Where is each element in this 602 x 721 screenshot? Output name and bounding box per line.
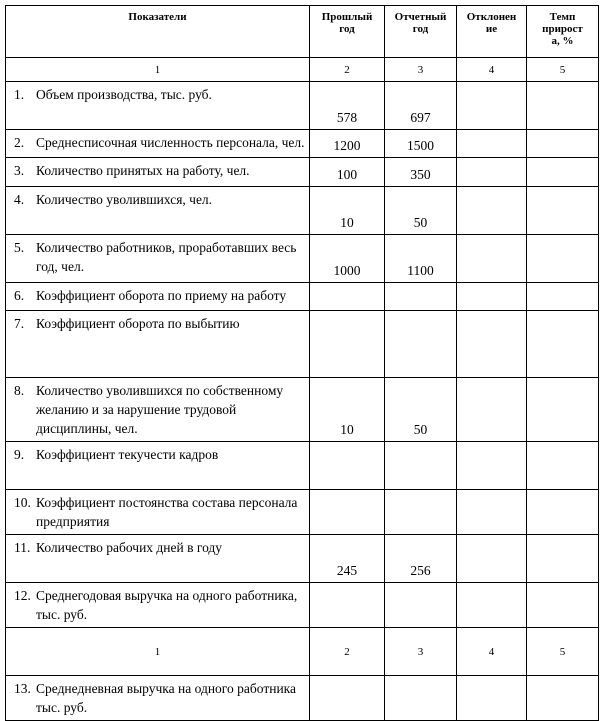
deviation-value (457, 490, 527, 535)
growth-rate-value (527, 82, 599, 130)
table-row (6, 583, 599, 628)
indicator-label: Количество рабочих дней в году (36, 540, 223, 555)
row-number: 1. (14, 87, 25, 102)
column-number: 3 (385, 628, 457, 676)
deviation-value (457, 311, 527, 378)
indicator-label: Количество работников, проработавших весь год, чел. (36, 240, 297, 274)
previous-year-value: 1000 (310, 235, 385, 283)
current-year-value: 350 (385, 158, 457, 187)
indicator-label: Коэффициент текучести кадров (36, 447, 219, 462)
growth-rate-value (527, 130, 599, 158)
header-deviation (457, 6, 527, 58)
column-number: 2 (310, 58, 385, 82)
previous-year-value (310, 311, 385, 378)
header-line: а, % (551, 35, 574, 47)
header-line: год (339, 23, 355, 35)
current-year-value (385, 311, 457, 378)
previous-year-value: 10 (310, 187, 385, 235)
previous-year-value (310, 583, 385, 628)
current-year-value (385, 490, 457, 535)
header-growth-rate (527, 6, 599, 58)
row-number: 2. (14, 135, 25, 150)
previous-year-value: 578 (310, 82, 385, 130)
indicator-cell (6, 311, 310, 378)
previous-year-value (310, 283, 385, 311)
indicator-cell (6, 583, 310, 628)
indicator-label: Среднегодовая выручка на одного работника, тыс. руб. (36, 588, 298, 622)
previous-year-value (310, 490, 385, 535)
current-year-value: 256 (385, 535, 457, 583)
indicator-cell (6, 82, 310, 130)
indicator-label: Объем производства, тыс. руб. (36, 87, 212, 102)
current-year-value: 50 (385, 187, 457, 235)
table-row (6, 490, 599, 535)
column-number: 1 (6, 58, 310, 82)
indicator-cell (6, 676, 310, 721)
table-row (6, 442, 599, 490)
current-year-value (385, 442, 457, 490)
previous-year-value (310, 442, 385, 490)
header-row (6, 6, 599, 58)
growth-rate-value (527, 378, 599, 442)
deviation-value (457, 442, 527, 490)
header-line: Показатели (128, 11, 187, 23)
table-row (6, 187, 599, 235)
indicator-cell (6, 158, 310, 187)
current-year-value: 1500 (385, 130, 457, 158)
table-row (6, 82, 599, 130)
growth-rate-value (527, 311, 599, 378)
table-row (6, 130, 599, 158)
header-line: Отчетный (394, 11, 447, 23)
indicator-cell (6, 442, 310, 490)
row-number: 8. (14, 383, 25, 398)
growth-rate-value (527, 187, 599, 235)
indicator-cell (6, 235, 310, 283)
deviation-value (457, 130, 527, 158)
header-line: прирост (542, 23, 583, 35)
column-number-row (6, 628, 599, 676)
header-line: Темп (549, 11, 576, 23)
row-number: 11. (14, 540, 31, 555)
previous-year-value: 100 (310, 158, 385, 187)
indicators-table (5, 5, 599, 721)
previous-year-value: 10 (310, 378, 385, 442)
table-row (6, 158, 599, 187)
header-indicators (6, 6, 310, 58)
current-year-value (385, 676, 457, 721)
row-number: 7. (14, 316, 25, 331)
header-line: ие (485, 23, 498, 35)
indicator-cell (6, 490, 310, 535)
header-line: Отклонен (466, 11, 517, 23)
indicator-label: Количество уволившихся по собственному желанию и за нарушение трудовой дисциплины, чел. (36, 383, 284, 436)
table-row (6, 283, 599, 311)
indicator-cell (6, 535, 310, 583)
column-number: 2 (310, 628, 385, 676)
header-previous-year (310, 6, 385, 58)
current-year-value: 50 (385, 378, 457, 442)
deviation-value (457, 583, 527, 628)
growth-rate-value (527, 442, 599, 490)
table-row (6, 378, 599, 442)
row-number: 3. (14, 163, 25, 178)
previous-year-value: 245 (310, 535, 385, 583)
growth-rate-value (527, 583, 599, 628)
indicator-cell (6, 130, 310, 158)
deviation-value (457, 283, 527, 311)
column-number: 4 (457, 58, 527, 82)
current-year-value: 697 (385, 82, 457, 130)
growth-rate-value (527, 158, 599, 187)
column-number: 5 (527, 628, 599, 676)
deviation-value (457, 676, 527, 721)
header-line: год (412, 23, 429, 35)
indicator-cell (6, 187, 310, 235)
deviation-value (457, 158, 527, 187)
deviation-value (457, 187, 527, 235)
indicator-label: Коэффициент постоянства состава персонала предприятия (36, 495, 298, 529)
previous-year-value: 1200 (310, 130, 385, 158)
growth-rate-value (527, 535, 599, 583)
current-year-value (385, 583, 457, 628)
row-number: 4. (14, 192, 25, 207)
row-number: 12. (14, 588, 31, 603)
current-year-value (385, 283, 457, 311)
growth-rate-value (527, 283, 599, 311)
table-row (6, 676, 599, 721)
column-number: 1 (6, 628, 310, 676)
deviation-value (457, 378, 527, 442)
deviation-value (457, 82, 527, 130)
row-number: 10. (14, 495, 31, 510)
row-number: 13. (14, 681, 31, 696)
table-row (6, 235, 599, 283)
indicator-label: Количество принятых на работу, чел. (36, 163, 250, 178)
deviation-value (457, 235, 527, 283)
indicator-label: Коэффициент оборота по приему на работу (36, 288, 287, 303)
row-number: 9. (14, 447, 25, 462)
indicator-label: Коэффициент оборота по выбытию (36, 316, 240, 331)
indicator-label: Количество уволившихся, чел. (36, 192, 213, 207)
table-row (6, 535, 599, 583)
indicator-cell (6, 283, 310, 311)
previous-year-value (310, 676, 385, 721)
indicator-cell (6, 378, 310, 442)
row-number: 6. (14, 288, 25, 303)
column-number: 3 (385, 58, 457, 82)
column-number: 5 (527, 58, 599, 82)
growth-rate-value (527, 676, 599, 721)
table-row (6, 311, 599, 378)
column-number: 4 (457, 628, 527, 676)
growth-rate-value (527, 490, 599, 535)
column-number-row (6, 58, 599, 82)
header-current-year (385, 6, 457, 58)
indicator-label: Среднедневная выручка на одного работника тыс. руб. (36, 681, 297, 715)
deviation-value (457, 535, 527, 583)
row-number: 5. (14, 240, 25, 255)
growth-rate-value (527, 235, 599, 283)
current-year-value: 1100 (385, 235, 457, 283)
header-line: Прошлый (321, 11, 373, 23)
indicator-label: Среднесписочная численность персонала, чел. (36, 135, 305, 150)
